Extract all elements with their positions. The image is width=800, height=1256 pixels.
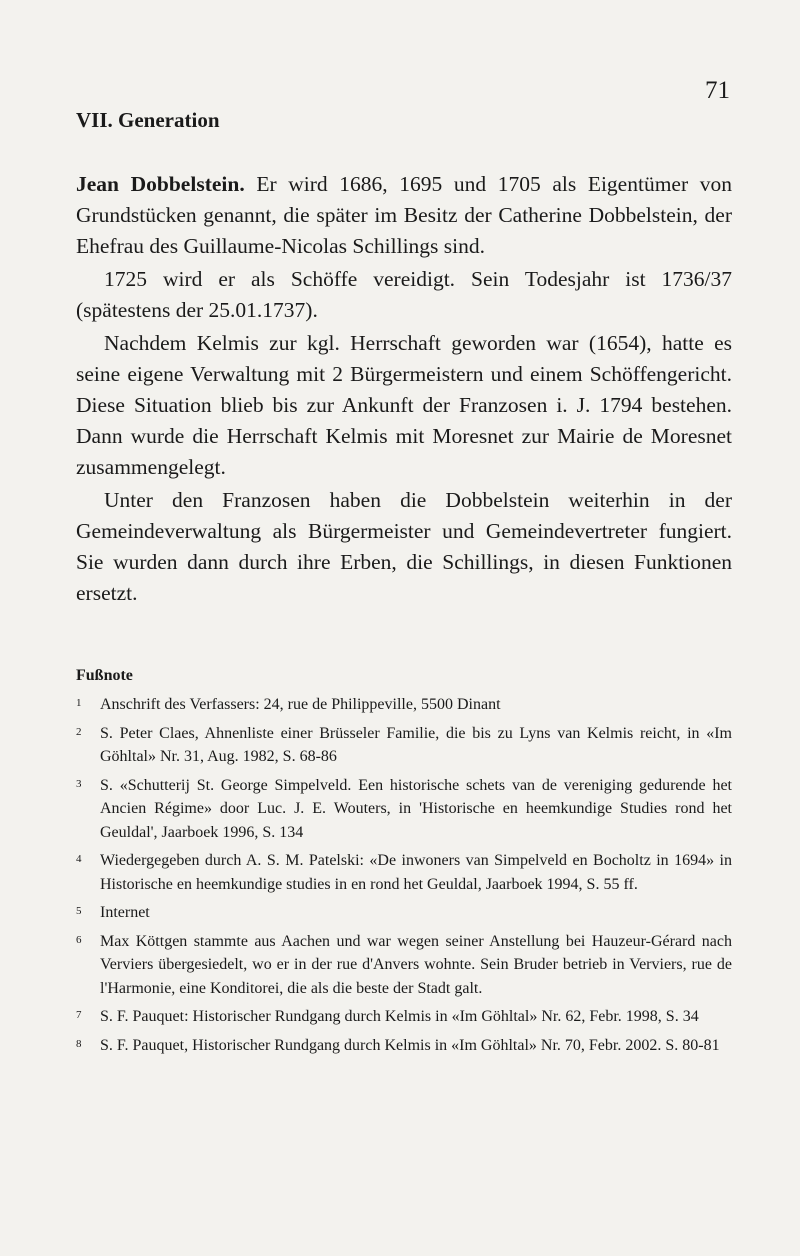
footnote-text: S. Peter Claes, Ahnenliste einer Brüsseler Familie, die bis zu Lyns van Kelmis reicht, in «Im Göhltal» Nr. 31, Aug. 1982, S. 68-86 (100, 724, 732, 766)
body-text (76, 169, 732, 609)
footnote-5 (76, 901, 732, 925)
footnote-text: Anschrift des Verfassers: 24, rue de Philippeville, 5500 Dinant (100, 696, 501, 714)
footnote-text: Internet (100, 904, 150, 922)
footnote-6 (76, 930, 732, 1001)
footnote-8 (76, 1034, 732, 1058)
footnote-4 (76, 849, 732, 896)
footnote-number: 3 (76, 777, 82, 790)
footnote-text: Wiedergegeben durch A. S. M. Patelski: «De inwoners van Simpelveld en Bocholtz in 1694» in Historische en heemkundige studies in en rond het Geuldal, Jaarboek 1994, S. 55 ff. (100, 852, 732, 893)
footnote-1 (76, 693, 732, 717)
paragraph-1-text: Er wird 1686, 1695 und 1705 als Eigentümer von Grundstücken genannt, die später im Besitz der Catherine Dobbelstein, der Ehefrau des Guillaume-Nicolas Schillings sind. (76, 172, 732, 259)
footnote-text: S. F. Pauquet, Historischer Rundgang durch Kelmis in «Im Göhltal» Nr. 70, Febr. 2002. S. 80-81 (100, 1036, 720, 1054)
footnote-number: 8 (76, 1037, 82, 1050)
paragraph-2: 1725 wird er als Schöffe vereidigt. Sein Todesjahr ist 1736/37 (spätestens der 25.01.1737). (76, 267, 732, 323)
footnotes-heading: Fußnote (76, 667, 133, 685)
footnote-number: 5 (76, 905, 82, 918)
page-number: 71 (705, 77, 730, 104)
footnote-3 (76, 774, 732, 845)
footnote-7 (76, 1005, 732, 1029)
footnote-2 (76, 722, 732, 769)
paragraph-4: Unter den Franzosen haben die Dobbelstein weiterhin in der Gemeindeverwaltung als Bürgermeister und Gemeindevertreter fungiert. Sie wurden dann durch ihre Erben, die Schillings, in diesen Funktionen ersetzt. (76, 488, 732, 606)
paragraph-3: Nachdem Kelmis zur kgl. Herrschaft geworden war (1654), hatte es seine eigene Verwaltung mit 2 Bürgermeistern und einem Schöffengericht. Diese Situation blieb bis zur Ankunft der Franzosen i. J. 1794 bestehen. Dann wurde die Herrschaft Kelmis mit Moresnet zur Mairie de Moresnet zusammengelegt. (76, 331, 732, 480)
page-content (76, 108, 732, 1062)
footnote-text: S. F. Pauquet: Historischer Rundgang durch Kelmis in «Im Göhltal» Nr. 62, Febr. 1998, S. 34 (100, 1008, 699, 1026)
footnote-number: 6 (76, 933, 82, 946)
footnote-number: 2 (76, 725, 82, 738)
footnote-text: S. «Schutterij St. George Simpelveld. Een historische schets van de vereniging gedurende het Ancien Régime» door Luc. J. E. Wouters, in 'Historische en heemkundige Studies rond het Geuldal', Jaarboek 1996, S. 134 (100, 776, 732, 841)
paragraph-1 (76, 169, 732, 262)
footnote-number: 1 (76, 697, 82, 710)
section-heading: VII. Generation (76, 108, 220, 132)
footnote-number: 4 (76, 853, 82, 866)
footnote-number: 7 (76, 1009, 82, 1022)
footnote-text: Max Köttgen stammte aus Aachen und war wegen seiner Anstellung bei Hauzeur-Gérard nach Verviers übergesiedelt, wo er in der rue d'Anvers wohnte. Sein Bruder betrieb in Verviers, rue de l'Harmonie, eine Konditorei, die als die beste der Stadt galt. (100, 932, 732, 997)
footnotes-section (76, 667, 732, 1057)
person-name: Jean Dobbelstein. (76, 172, 245, 197)
